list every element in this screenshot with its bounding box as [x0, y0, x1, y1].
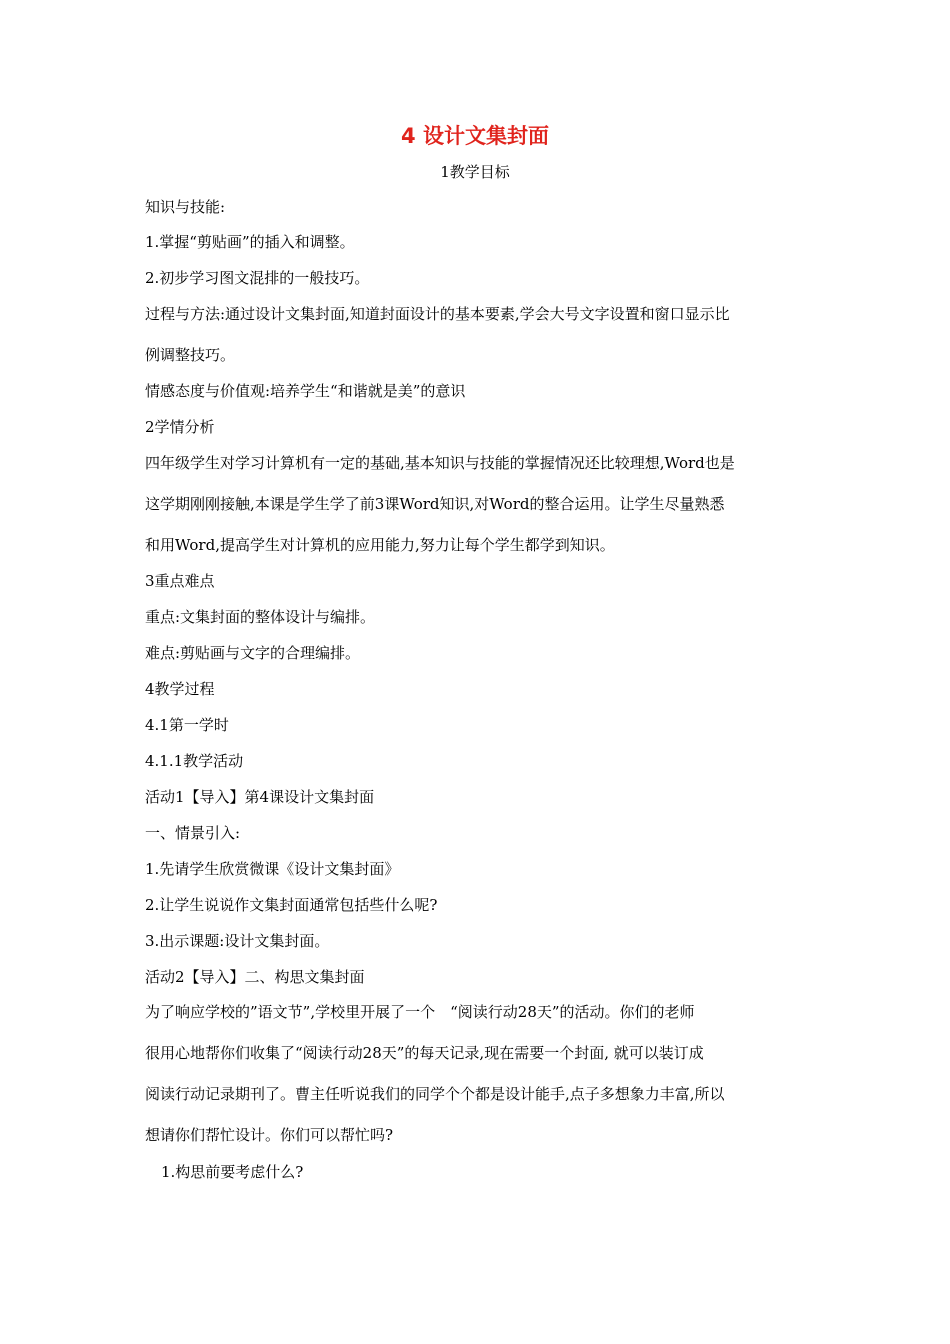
paragraph-line: 1.先请学生欣赏微课《设计文集封面》 [145, 860, 400, 878]
section-heading: 4教学过程 [145, 680, 215, 698]
paragraph-line: 例调整技巧。 [145, 346, 236, 364]
paragraph-line: 很用心地帮你们收集了“阅读行动28天”的每天记录,现在需要一个封面, 就可以装订成 [145, 1044, 704, 1062]
paragraph-line: 一、情景引入: [145, 824, 241, 842]
paragraph-line: 2.初步学习图文混排的一般技巧。 [145, 269, 370, 287]
paragraph-line: 过程与方法:通过设计文集封面,知道封面设计的基本要素,学会大号文字设置和窗口显示比 [145, 305, 730, 323]
paragraph-line: 为了响应学校的”语文节”,学校里开展了一个 “阅读行动28天”的活动。你们的老师 [145, 1003, 695, 1021]
paragraph-line: 1.掌握“剪贴画”的插入和调整。 [145, 233, 355, 251]
paragraph-line: 1.构思前要考虑什么? [161, 1163, 304, 1181]
section-heading: 3重点难点 [145, 572, 215, 590]
paragraph-line: 重点:文集封面的整体设计与编排。 [145, 608, 376, 626]
activity-heading: 活动2【导入】二、构思文集封面 [145, 968, 365, 986]
paragraph-line: 知识与技能: [145, 198, 226, 216]
section-heading: 2学情分析 [145, 418, 215, 436]
paragraph-line: 3.出示课题:设计文集封面。 [145, 932, 330, 950]
section-heading: 4.1第一学时 [145, 716, 229, 734]
paragraph-line: 和用Word,提高学生对计算机的应用能力,努力让每个学生都学到知识。 [145, 536, 615, 554]
paragraph-line: 这学期刚刚接触,本课是学生学了前3课Word知识,对Word的整合运用。让学生尽量熟悉 [145, 495, 725, 513]
section-heading: 1教学目标 [440, 163, 510, 181]
activity-heading: 活动1【导入】第4课设计文集封面 [145, 788, 375, 806]
section-heading: 4.1.1教学活动 [145, 752, 244, 770]
paragraph-line: 阅读行动记录期刊了。曹主任听说我们的同学个个都是设计能手,点子多想象力丰富,所以 [145, 1085, 725, 1103]
paragraph-line: 2.让学生说说作文集封面通常包括些什么呢? [145, 896, 438, 914]
paragraph-line: 想请你们帮忙设计。你们可以帮忙吗? [145, 1126, 394, 1144]
paragraph-line: 情感态度与价值观:培养学生“和谐就是美”的意识 [145, 382, 466, 400]
paragraph-line: 难点:剪贴画与文字的合理编排。 [145, 644, 361, 662]
document-title: 4 设计文集封面 [401, 124, 549, 148]
paragraph-line: 四年级学生对学习计算机有一定的基础,基本知识与技能的掌握情况还比较理想,Word也是 [145, 454, 735, 472]
